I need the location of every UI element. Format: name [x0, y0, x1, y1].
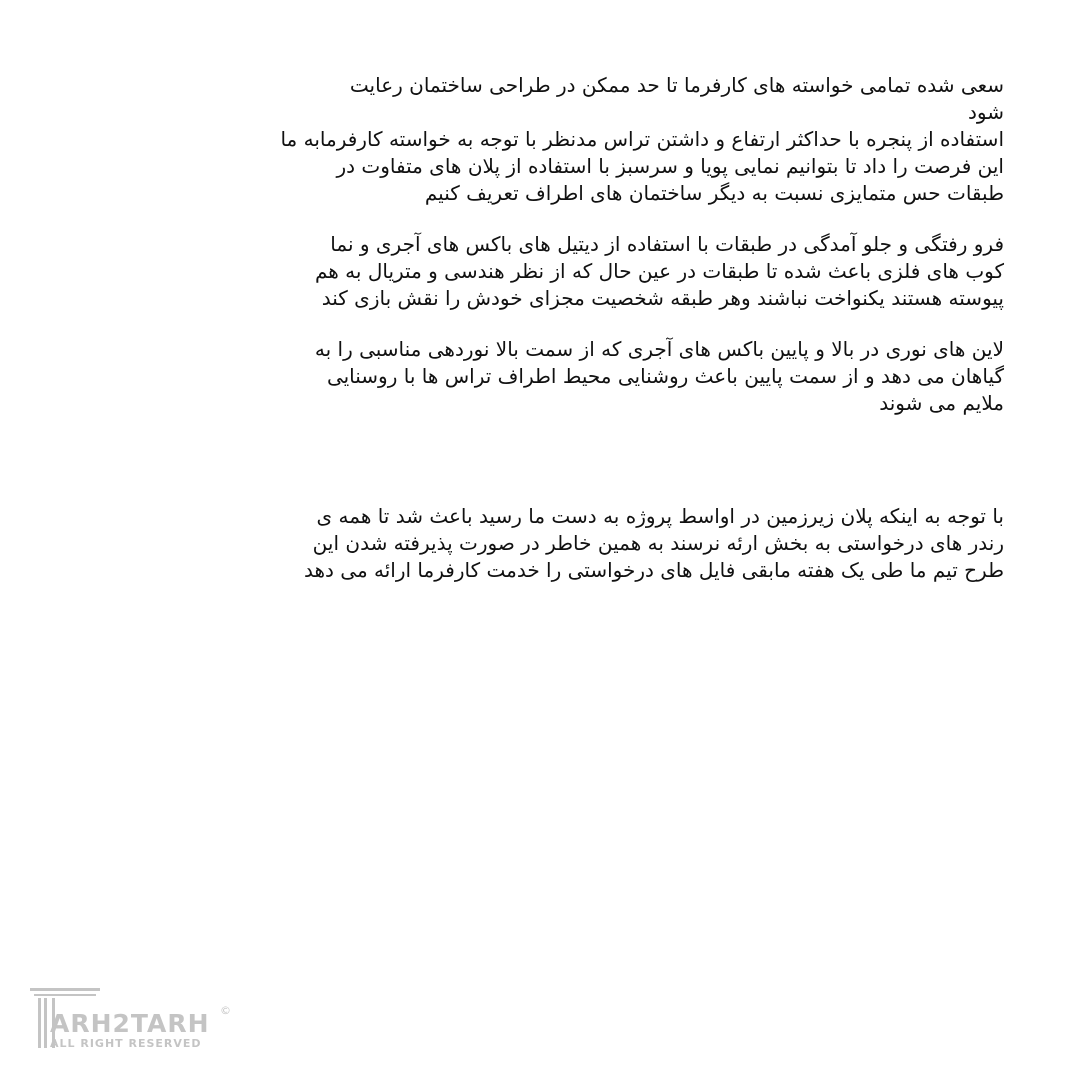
- paragraph-gap: [244, 207, 1004, 231]
- text-line: طبقات حس متمایزی نسبت به دیگر ساختمان های اطراف تعریف کنیم: [424, 181, 1004, 205]
- text-line: استفاده از پنجره با حداکثر ارتفاع و داشتن تراس مدنظر با توجه به خواسته کارفرمابه ما: [280, 127, 1004, 151]
- logo-brand-text: ARH2TARH: [50, 1009, 210, 1038]
- text-line: پیوسته هستند یکنواخت نباشند وهر طبقه شخصیت مجزای خودش را نقش بازی کند: [321, 286, 1004, 310]
- watermark-logo: [28, 984, 238, 1054]
- description-text-block: [244, 72, 1004, 417]
- logo-tagline-text: ALL RIGHT RESERVED: [50, 1037, 202, 1050]
- note-text-block: [244, 503, 1004, 584]
- text-line: طرح تیم ما طی یک هفته مابقی فایل های درخواستی را خدمت کارفرما ارائه می دهد: [303, 558, 1004, 582]
- text-line: با توجه به اینکه پلان زیرزمین در اواسط پروژه به دست ما رسید باعث شد تا همه ی: [316, 504, 1004, 528]
- text-line: ملایم می شوند: [879, 391, 1004, 415]
- text-line: گیاهان می دهد و از سمت پایین باعث روشنایی محیط اطراف تراس ها با روسنایی: [326, 364, 1004, 388]
- text-line: رندر های درخواستی به بخش ارئه نرسند به همین خاطر در صورت پذیرفته شدن این: [312, 531, 1004, 555]
- copyright-symbol: ©: [220, 1004, 231, 1017]
- paragraph-recess-projection: [244, 231, 1004, 312]
- text-line: کوب های فلزی باعث شده تا طبقات در عین حال که از نظر هندسی و متریال به هم: [314, 259, 1004, 283]
- text-line: فرو رفتگی و جلو آمدگی در طبقات با استفاده از دیتیل های باکس های آجری و نما: [330, 232, 1004, 256]
- text-line: لاین های نوری در بالا و پایین باکس های آجری که از سمت بالا نوردهی مناسبی را به: [314, 337, 1004, 361]
- text-line: این فرصت را داد تا بتوانیم نمایی پویا و سرسبز با استفاده از پلان های متفاوت در: [336, 154, 1004, 178]
- paragraph-gap: [244, 312, 1004, 336]
- text-line: سعی شده تمامی خواسته های کارفرما تا حد ممکن در طراحی ساختمان رعایت: [349, 73, 1004, 97]
- paragraph-light-lines: [244, 336, 1004, 417]
- paragraph-client-requests: [244, 72, 1004, 207]
- paragraph-basement-note: [244, 503, 1004, 584]
- logo-icon: [28, 984, 238, 1054]
- text-line: شود: [968, 100, 1004, 124]
